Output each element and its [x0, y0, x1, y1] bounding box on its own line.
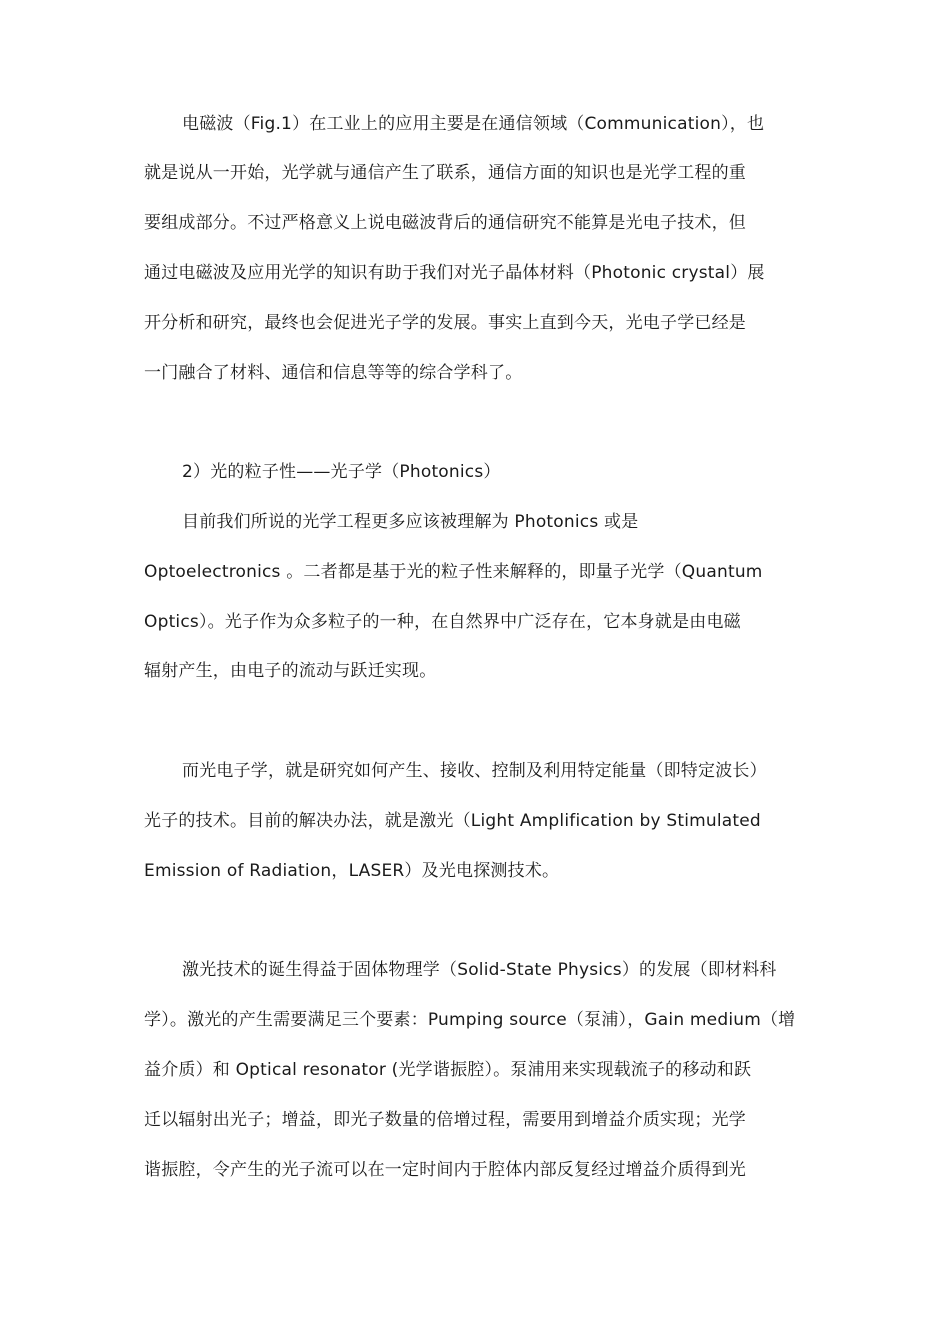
paragraph-1-line-2: 就是说从一开始，光学就与通信产生了联系，通信方面的知识也是光学工程的重 [144, 163, 746, 183]
paragraph-1-line-6: 一门融合了材料、通信和信息等等的综合学科了。 [144, 363, 523, 383]
paragraph-1-line-5: 开分析和研究，最终也会促进光子学的发展。事实上直到今天，光电子学已经是 [144, 313, 746, 333]
paragraph-1-line-3: 要组成部分。不过严格意义上说电磁波背后的通信研究不能算是光电子技术，但 [144, 213, 746, 233]
paragraph-4-line-4: 迁以辐射出光子；增益，即光子数量的倍增过程，需要用到增益介质实现；光学 [144, 1110, 746, 1130]
paragraph-2-line-3: Optics）。光子作为众多粒子的一种，在自然界中广泛存在，它本身就是由电磁 [144, 612, 741, 632]
paragraph-4-line-1: 激光技术的诞生得益于固体物理学（Solid-State Physics）的发展（即材料科 [182, 960, 777, 980]
paragraph-4-line-2: 学）。激光的产生需要满足三个要素：Pumping source（泵浦），Gain medium（增 [144, 1010, 796, 1030]
paragraph-1-line-1: 电磁波（Fig.1）在工业上的应用主要是在通信领域（Communication），也 [182, 114, 765, 134]
paragraph-4-line-3: 益介质）和 Optical resonator (光学谐振腔）。泵浦用来实现载流子的移动和跃 [144, 1060, 752, 1080]
section-heading: 2）光的粒子性——光子学（Photonics） [182, 462, 501, 482]
paragraph-1-line-4: 通过电磁波及应用光学的知识有助于我们对光子晶体材料（Photonic crystal）展 [144, 263, 765, 283]
paragraph-3-line-1: 而光电子学，就是研究如何产生、接收、控制及利用特定能量（即特定波长） [182, 761, 767, 781]
paragraph-2-line-1: 目前我们所说的光学工程更多应该被理解为 Photonics 或是 [182, 512, 639, 532]
paragraph-3-line-2: 光子的技术。目前的解决办法，就是激光（Light Amplification by Stimulated [144, 811, 761, 831]
paragraph-2-line-2: Optoelectronics 。二者都是基于光的粒子性来解释的，即量子光学（Quantum [144, 562, 763, 582]
paragraph-4-line-5: 谐振腔，令产生的光子流可以在一定时间内于腔体内部反复经过增益介质得到光 [144, 1160, 746, 1180]
paragraph-2-line-4: 辐射产生，由电子的流动与跃迁实现。 [144, 661, 437, 681]
paragraph-3-line-3: Emission of Radiation，LASER）及光电探测技术。 [144, 861, 560, 881]
